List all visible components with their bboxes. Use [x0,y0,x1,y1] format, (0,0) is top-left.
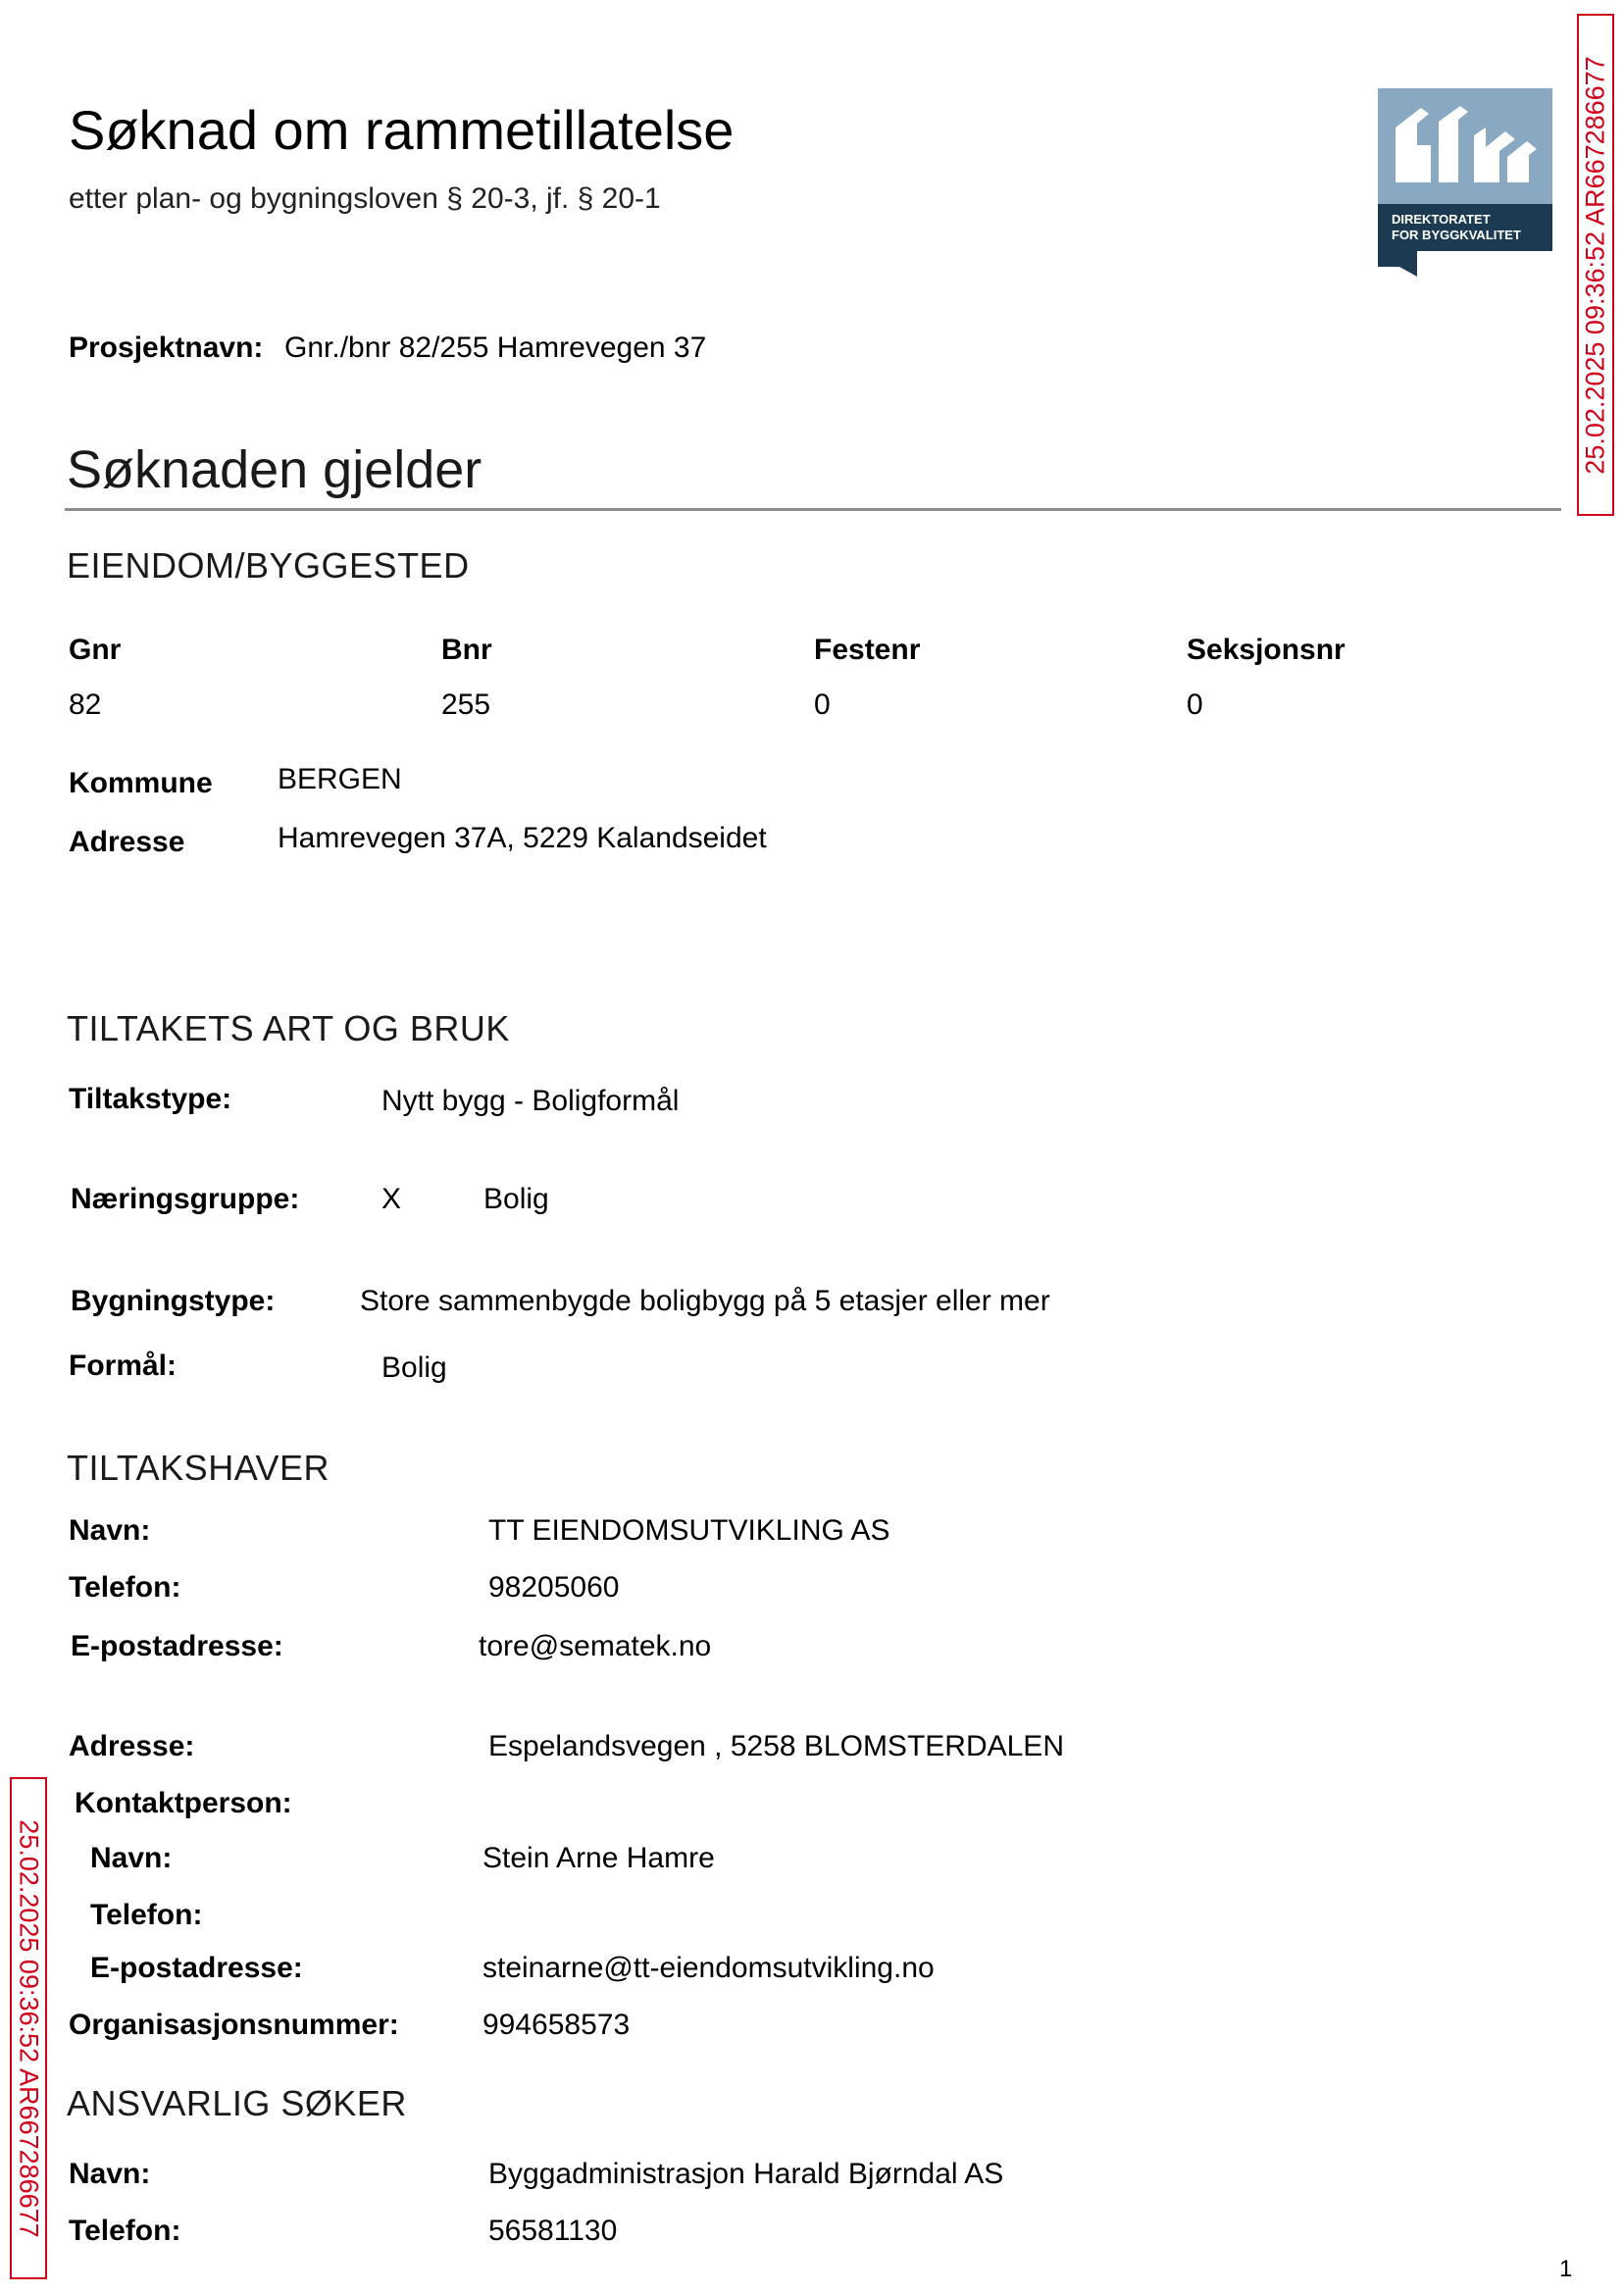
tiltakshaver-telefon-value: 98205060 [488,1571,620,1604]
naeringsgruppe-label: Næringsgruppe: [71,1183,300,1215]
timestamp-stamp-top [1577,14,1614,516]
naeringsgruppe-code: X [381,1183,402,1215]
formal-label: Formål: [69,1350,178,1382]
festenr-value: 0 [814,688,831,721]
logo-icon [1378,88,1552,277]
heading-divider [65,508,1561,511]
ansvarlig-telefon-label: Telefon: [69,2215,181,2247]
kontaktperson-label: Kontaktperson: [75,1787,292,1819]
seksjonsnr-value: 0 [1187,688,1203,721]
tiltakshaver-epost-label: E-postadresse: [71,1630,283,1662]
ansvarlig-heading: ANSVARLIG SØKER [67,2083,407,2123]
tiltakshaver-navn-value: TT EIENDOMSUTVIKLING AS [488,1514,890,1547]
tiltakshaver-navn-label: Navn: [69,1514,151,1547]
tiltakstype-label: Tiltakstype: [69,1083,232,1115]
tiltak-heading: TILTAKETS ART OG BRUK [67,1008,510,1048]
timestamp-stamp-bottom [10,1777,47,2279]
tiltakstype-value: Nytt bygg - Boligformål [381,1085,680,1117]
gnr-label: Gnr [69,634,122,666]
festenr-label: Festenr [814,634,921,666]
kommune-label: Kommune [69,767,213,799]
kontaktperson-telefon-label: Telefon: [90,1899,203,1931]
dibk-logo [1378,88,1552,277]
gnr-value: 82 [69,688,102,721]
kontaktperson-navn-value: Stein Arne Hamre [482,1842,715,1874]
bygningstype-value: Store sammenbygde boligbygg på 5 etasjer eller mer [360,1285,1050,1317]
adresse-label: Adresse [69,826,185,858]
tiltakshaver-adresse-value: Espelandsvegen , 5258 BLOMSTERDALEN [488,1730,1064,1762]
tiltakshaver-adresse-label: Adresse: [69,1730,195,1762]
tiltakshaver-heading: TILTAKSHAVER [67,1448,330,1488]
kontaktperson-navn-label: Navn: [90,1842,173,1874]
project-label: Prosjektnavn: [69,331,264,364]
orgnr-value: 994658573 [482,2009,631,2041]
tiltakshaver-epost-value: tore@sematek.no [479,1630,712,1662]
formal-value: Bolig [381,1351,447,1384]
document-title: Søknad om rammetillatelse [69,99,735,161]
seksjonsnr-label: Seksjonsnr [1187,634,1345,666]
tiltakshaver-telefon-label: Telefon: [69,1571,181,1604]
section-main-heading: Søknaden gjelder [67,440,482,499]
document-subtitle: etter plan- og bygningsloven § 20-3, jf. § 20-1 [69,182,661,215]
kontaktperson-epost-value: steinarne@tt-eiendomsutvikling.no [482,1952,935,1984]
project-value: Gnr./bnr 82/255 Hamrevegen 37 [284,331,707,364]
bnr-label: Bnr [441,634,492,666]
stamp-text-top: 25.02.2025 09:36:52 AR667286677 [1580,55,1610,475]
kontaktperson-epost-label: E-postadresse: [90,1952,303,1984]
orgnr-label: Organisasjonsnummer: [69,2009,399,2041]
bnr-value: 255 [441,688,491,721]
ansvarlig-navn-label: Navn: [69,2158,151,2190]
ansvarlig-navn-value: Byggadministrasjon Harald Bjørndal AS [488,2158,1004,2190]
logo-line1: DIREKTORATET [1392,212,1491,227]
adresse-value: Hamrevegen 37A, 5229 Kalandseidet [278,822,767,854]
eiendom-heading: EIENDOM/BYGGESTED [67,545,470,586]
bygningstype-label: Bygningstype: [71,1285,276,1317]
kommune-value: BERGEN [278,763,402,795]
ansvarlig-telefon-value: 56581130 [488,2215,618,2247]
stamp-text-bottom: 25.02.2025 09:36:52 AR667286677 [14,1818,44,2238]
logo-line2: FOR BYGGKVALITET [1392,228,1521,242]
naeringsgruppe-value: Bolig [483,1183,549,1215]
page-number: 1 [1559,2256,1573,2282]
